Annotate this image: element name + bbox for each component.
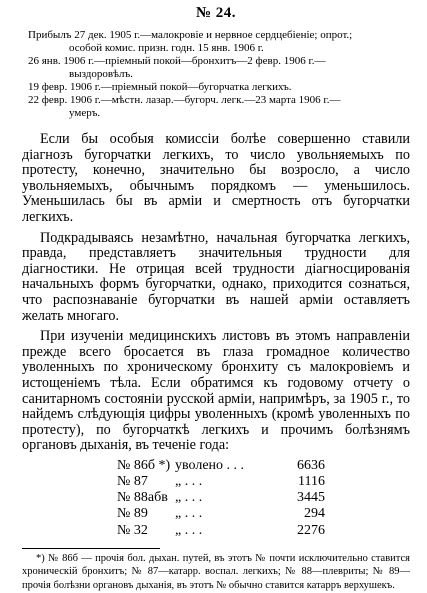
stats-row [117, 458, 410, 474]
stats-label: № 86б *) [117, 457, 171, 473]
page-title: № 24. [195, 5, 237, 21]
footnote: *) № 86б — прочiя бол. дыхан. путей, въ этотъ № почти исключительно ставится хроническiй бронхитъ; № 87—катарр. воспал. легкихъ; № 88—плевриты; № 89—прочiя болѣзни органовъ дыханiя, въ этотъ № обычно ставится катарръ верхушекъ. [22, 552, 410, 592]
paragraph: Если бы особыя комиссiи болѣе совершенно ставили дiагнозъ бугорчатки легкихъ, то число увольняемыхъ по протесту, конечно, значительно бы возросло, а число увольняемыхъ, обычнымъ порядкомъ — уменьшилось. Уменьшилась бы въ армiи и смертность отъ бугорчатки легкихъ. [22, 131, 410, 225]
case-note-continuation: особой комис. призн. годн. 15 янв. 1906 г. [69, 42, 264, 54]
case-note-continuation: умеръ. [69, 107, 101, 119]
paragraph: При изученiи медицинскихъ листовъ въ этомъ направленiи прежде всего бросается въ глаза громадное количество уволенныхъ по хроническому бронхиту съ малокровiемъ и истощенiемъ тѣла. Если обратимся къ годовому отчету о санитарномъ состоянiи русской армiи, напримѣръ, за 1905 г., то найдемъ слѣдующiя цифры уволенныхъ (кромѣ уволенныхъ по протесту), по бугорчаткѣ легкихъ и прочимъ болѣзнямъ органовъ дыханiя, въ теченiе года: [22, 328, 410, 454]
stats-value: 1116 [298, 474, 325, 490]
stats-label: № 89 [117, 506, 148, 522]
stats-value: 294 [304, 506, 325, 522]
case-notes [22, 29, 410, 120]
stats-row [117, 474, 410, 490]
case-note-line: 22 февр. 1906 г.—мѣстн. лазар.—бугорч. легк.—23 марта 1906 г.— [28, 94, 341, 106]
case-note [22, 55, 410, 81]
stats-value: 6636 [297, 457, 325, 473]
stats-label: № 87 [117, 474, 148, 490]
case-note-continuation: выздоровѣлъ. [69, 68, 133, 80]
stats-label: № 32 [117, 522, 148, 538]
stats-value: 2276 [297, 522, 325, 538]
case-note [22, 94, 410, 120]
case-note [22, 81, 410, 94]
stats-row [117, 506, 410, 522]
case-note-line: Прибылъ 27 дек. 1905 г.—малокровiе и нервное сердцебiенiе; опрот.; [28, 29, 353, 41]
document-page [22, 0, 410, 593]
case-note [22, 29, 410, 55]
body-text [22, 132, 410, 454]
discharge-stats [117, 458, 410, 539]
paragraph: Подкрадываясь незамѣтно, начальная бугорчатка легкихъ, правда, представляетъ значительныя трудности для дiагностики. Не отрицая всей трудности дiагносцированiя начальныхъ формъ бугорчатки, однако, приходится сознаться, что распознаванiе бугорчатки въ нашей армiи оставляетъ желать многаго. [22, 229, 410, 324]
stats-mid: „ . . . [175, 474, 203, 490]
stats-row [117, 490, 410, 506]
case-note-line: 26 янв. 1906 г.—прiемный покой—бронхитъ—2 февр. 1906 г.— [28, 55, 326, 67]
case-note-line: 19 февр. 1906 г.—прiемный покой—бугорчатка легкихъ. [28, 81, 292, 93]
stats-mid: „ . . . [175, 506, 203, 522]
stats-label: № 88абв [117, 490, 168, 506]
stats-row [117, 523, 410, 539]
stats-value: 3445 [297, 490, 325, 506]
stats-mid: „ . . . [175, 522, 203, 538]
footnote-divider [22, 548, 160, 549]
stats-mid: „ . . . [175, 490, 203, 506]
stats-mid: уволено . . . [175, 457, 245, 473]
